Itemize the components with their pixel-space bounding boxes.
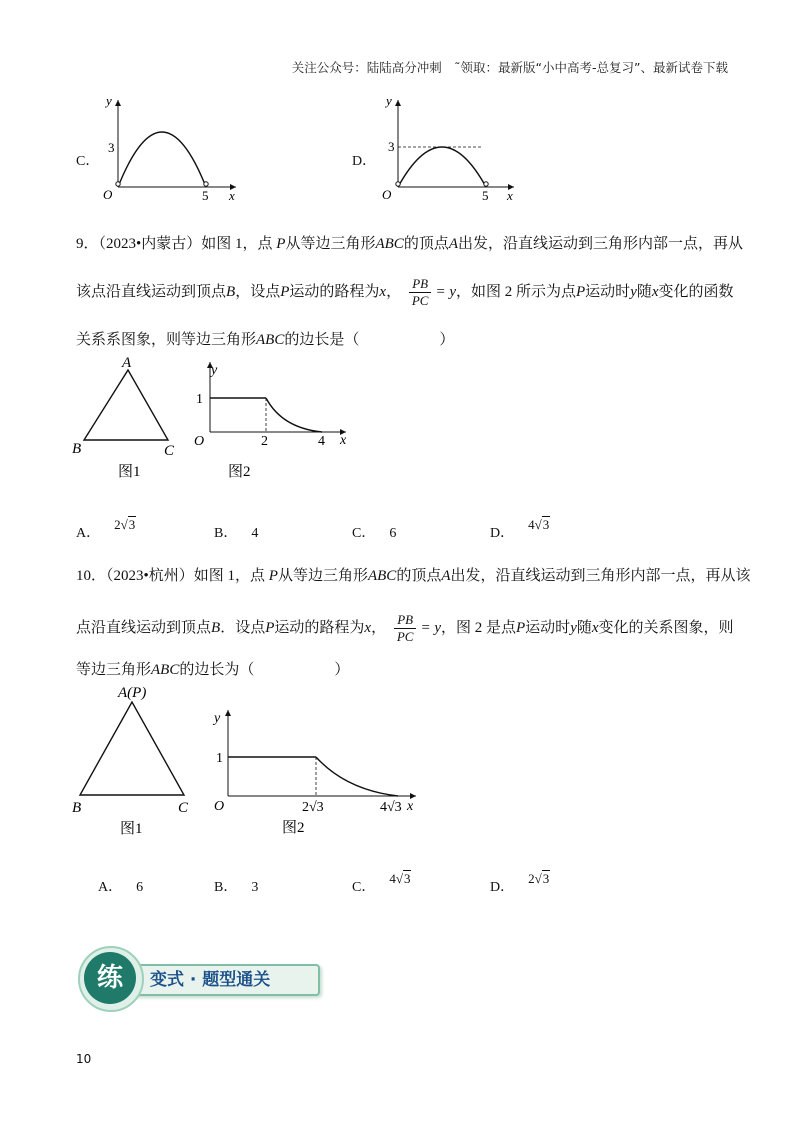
- page-header: 关注公众号：陆陆高分冲刺 ˜领取：最新版“小中高考-总复习”、最新试卷下载: [291, 60, 728, 75]
- q9-line-1: 9．（2023•内蒙古）如图 1，点 P从等边三角形ABC的顶点A出发，沿直线运动到三角形内部一点，再从: [76, 236, 744, 252]
- q8-option-c-graph: [96, 92, 246, 202]
- q8c-y-axis-label: y: [106, 93, 112, 108]
- q9-fig2-x-mark-4: 4: [318, 434, 325, 449]
- q8d-origin-label: O: [382, 187, 392, 202]
- q8d-y-mark: 3: [388, 139, 395, 154]
- banner-title: 变式 · 题型通关: [150, 970, 271, 990]
- q9-vertex-c: C: [164, 443, 175, 459]
- q9-figure-2-graph: [186, 352, 356, 482]
- q10-vertex-a: A(P): [118, 685, 147, 701]
- page-number: 10: [76, 1052, 92, 1066]
- q9-option-b: B． 4: [214, 526, 259, 541]
- q8c-y-mark: 3: [108, 140, 115, 155]
- q10-line-2: 点沿直线运动到顶点B．设点P运动的路程为x， $\frac{PB}{PC}$ = y，图 2 是点P运动时y随x变化的关系图象，则: [76, 612, 734, 644]
- q9-line-2: 该点沿直线运动到顶点B，设点P运动的路程为x， $\frac{PB}{PC}$ = y，如图 2 所示为点P运动时y随x变化的函数: [76, 276, 734, 308]
- q10-line-3: 等边三角形ABC的边长为（ ）: [76, 662, 350, 678]
- q10-option-b: B． 3: [214, 880, 259, 895]
- q10-fig2-origin: O: [214, 799, 225, 814]
- q10-vertex-c: C: [178, 800, 189, 816]
- q10-option-d: D．2√3: [490, 871, 550, 895]
- q10-fig2-y-label: y: [214, 711, 221, 726]
- q10-fig2-x-mark-2: 4√3: [380, 800, 402, 815]
- q8c-origin-label: O: [103, 187, 113, 202]
- q9-option-c: C． 6: [352, 526, 397, 541]
- q8-option-d-label: D．: [352, 154, 377, 169]
- q9-option-a: A．2√3: [76, 517, 136, 541]
- q10-line-1: 10．（2023•杭州）如图 1，点 P从等边三角形ABC的顶点A出发，沿直线运动到三角形内部一点，再从该: [76, 568, 751, 584]
- banner-badge: 练: [84, 952, 136, 1004]
- q8d-y-axis-label: y: [386, 93, 392, 108]
- q10-fig2-x-mark-1: 2√3: [302, 800, 324, 815]
- q10-fig1-caption: 图1: [120, 821, 143, 837]
- q8d-x-mark: 5: [482, 188, 489, 202]
- q9-fig2-caption: 图2: [228, 464, 251, 480]
- q9-fig2-x-mark-2: 2: [261, 434, 268, 449]
- q10-figure-2-graph: [206, 700, 426, 840]
- q9-vertex-a: A: [122, 355, 132, 371]
- q8-option-d-graph: [372, 92, 522, 202]
- q10-vertex-b: B: [72, 800, 82, 816]
- q9-vertex-b: B: [72, 441, 82, 457]
- q10-option-c: C．4√3: [352, 871, 411, 895]
- q8c-x-axis-label: x: [229, 188, 235, 202]
- q10-fig2-x-label: x: [407, 799, 414, 814]
- q9-fig2-x-label: x: [340, 433, 347, 448]
- q9-fraction: $\frac{PB}{PC}$: [409, 276, 432, 309]
- q9-fig2-origin: O: [194, 434, 205, 449]
- q10-figure-1-triangle: [66, 680, 196, 840]
- q9-fig2-y-mark: 1: [196, 392, 203, 407]
- q9-fig2-y-label: y: [211, 363, 218, 378]
- q8c-x-mark: 5: [202, 188, 209, 202]
- q10-fig2-caption: 图2: [282, 820, 305, 836]
- q10-fig2-y-mark: 1: [216, 751, 223, 766]
- section-banner: [78, 944, 328, 1010]
- q8d-x-axis-label: x: [507, 188, 513, 202]
- q9-fig1-caption: 图1: [118, 464, 141, 480]
- q9-line-3: 关系系图象，则等边三角形ABC的边长是（ ）: [76, 332, 455, 348]
- q10-fraction: $\frac{PB}{PC}$: [394, 612, 417, 645]
- q8-option-c-label: C．: [76, 154, 100, 169]
- q9-figure-1-triangle: [66, 352, 186, 482]
- q9-option-d: D．4√3: [490, 517, 550, 541]
- q10-option-a: A． 6: [98, 880, 144, 895]
